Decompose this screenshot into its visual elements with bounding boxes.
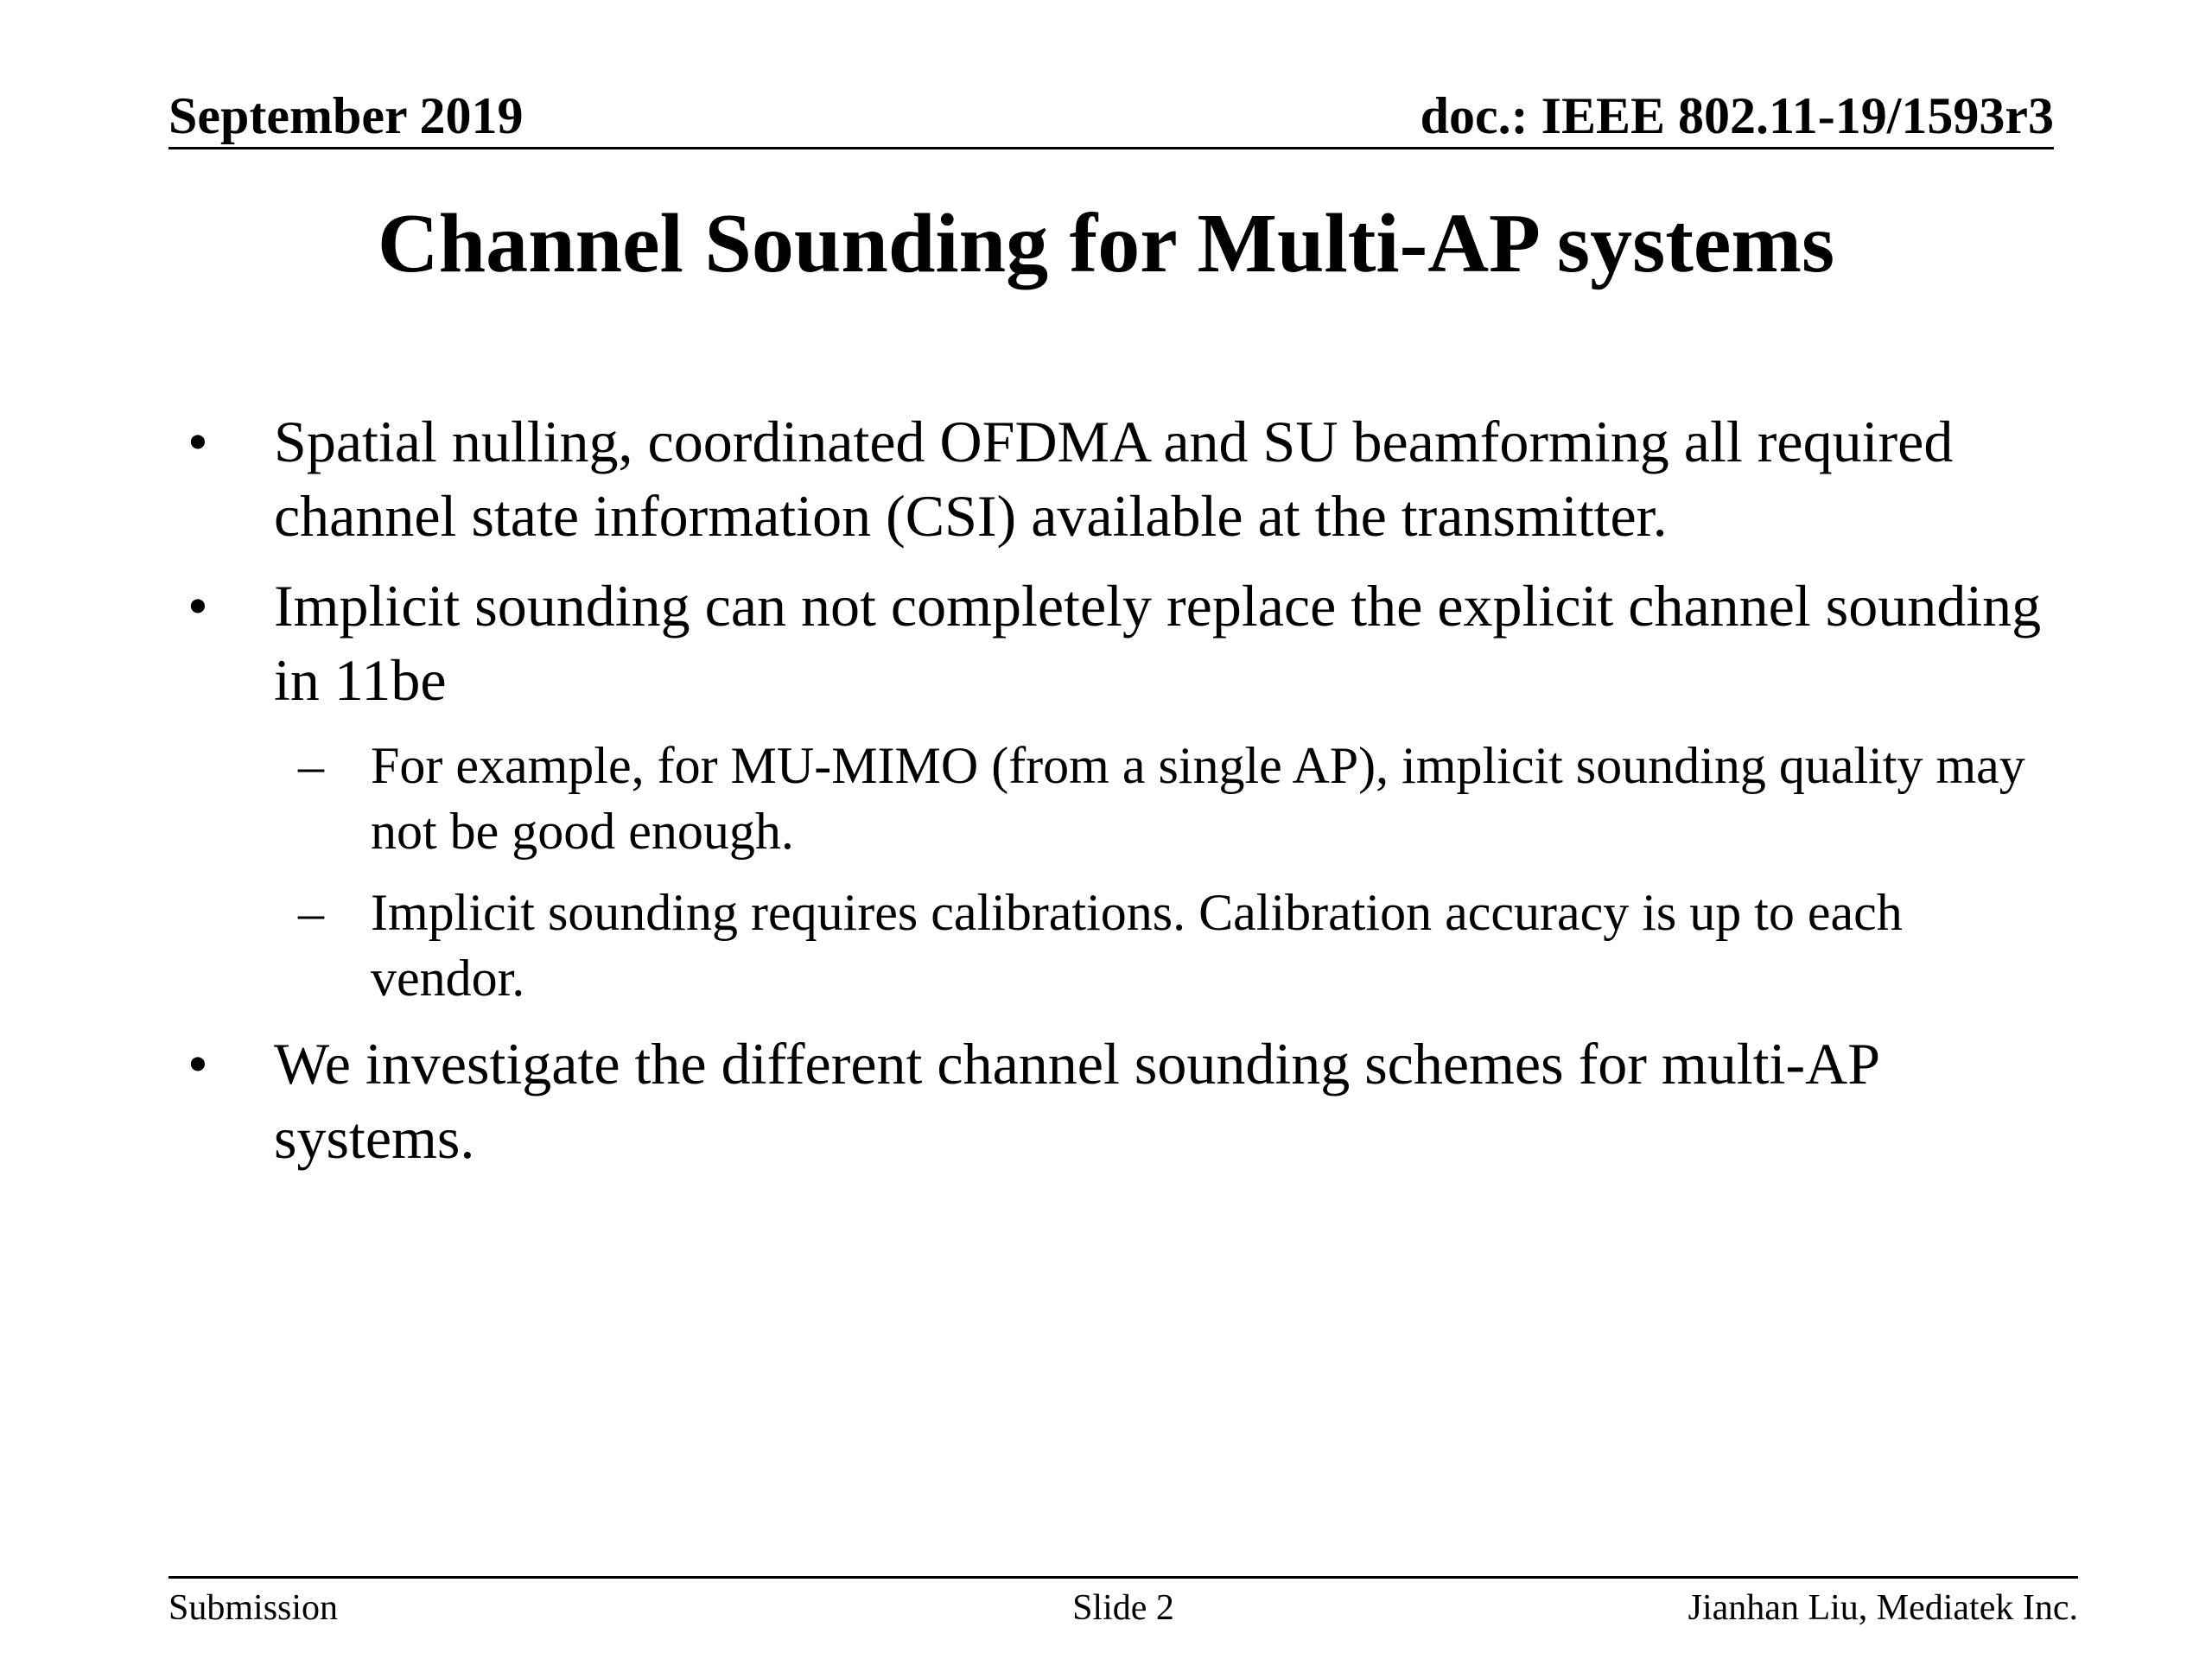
slide-header: [168, 85, 2054, 149]
sub-bullet-marker: –: [298, 737, 324, 794]
sub-bullet-text: For example, for MU-MIMO (from a single AP), implicit sounding quality may not be good enough.: [371, 737, 2025, 860]
bullet-text: We investigate the different channel sounding schemes for multi-AP systems.: [274, 1031, 1878, 1171]
bullet-marker: •: [188, 573, 208, 639]
header-doc-id: doc.: IEEE 802.11-19/1593r3: [1420, 87, 2054, 144]
footer-submission: Submission: [168, 1588, 339, 1628]
bullet-text: Implicit sounding can not completely replace the explicit channel sounding in 11be: [274, 573, 2042, 713]
bullet-item: [168, 1027, 2069, 1175]
footer-slide-number: Slide 2: [1072, 1588, 1174, 1628]
bullet-item: [168, 404, 2069, 553]
sub-bullet-item: [168, 880, 2069, 1011]
footer-author: Jianhan Liu, Mediatek Inc.: [1688, 1588, 2078, 1628]
bullet-marker: •: [188, 409, 208, 474]
bullet-marker: •: [188, 1031, 208, 1096]
slide-footer: [168, 1576, 2078, 1628]
bullet-text: Spatial nulling, coordinated OFDMA and SU beamforming all required channel state information (CSI) available at the transmitter.: [274, 409, 1954, 549]
sub-bullet-item: [168, 733, 2069, 864]
slide-body: [168, 404, 2069, 1191]
bullet-item: [168, 569, 2069, 717]
sub-bullet-text: Implicit sounding requires calibrations. Calibration accuracy is up to each vendor.: [371, 884, 1903, 1007]
sub-bullet-marker: –: [298, 884, 324, 941]
slide-title: Channel Sounding for Multi-AP systems: [377, 197, 1835, 290]
header-date: September 2019: [168, 87, 524, 144]
